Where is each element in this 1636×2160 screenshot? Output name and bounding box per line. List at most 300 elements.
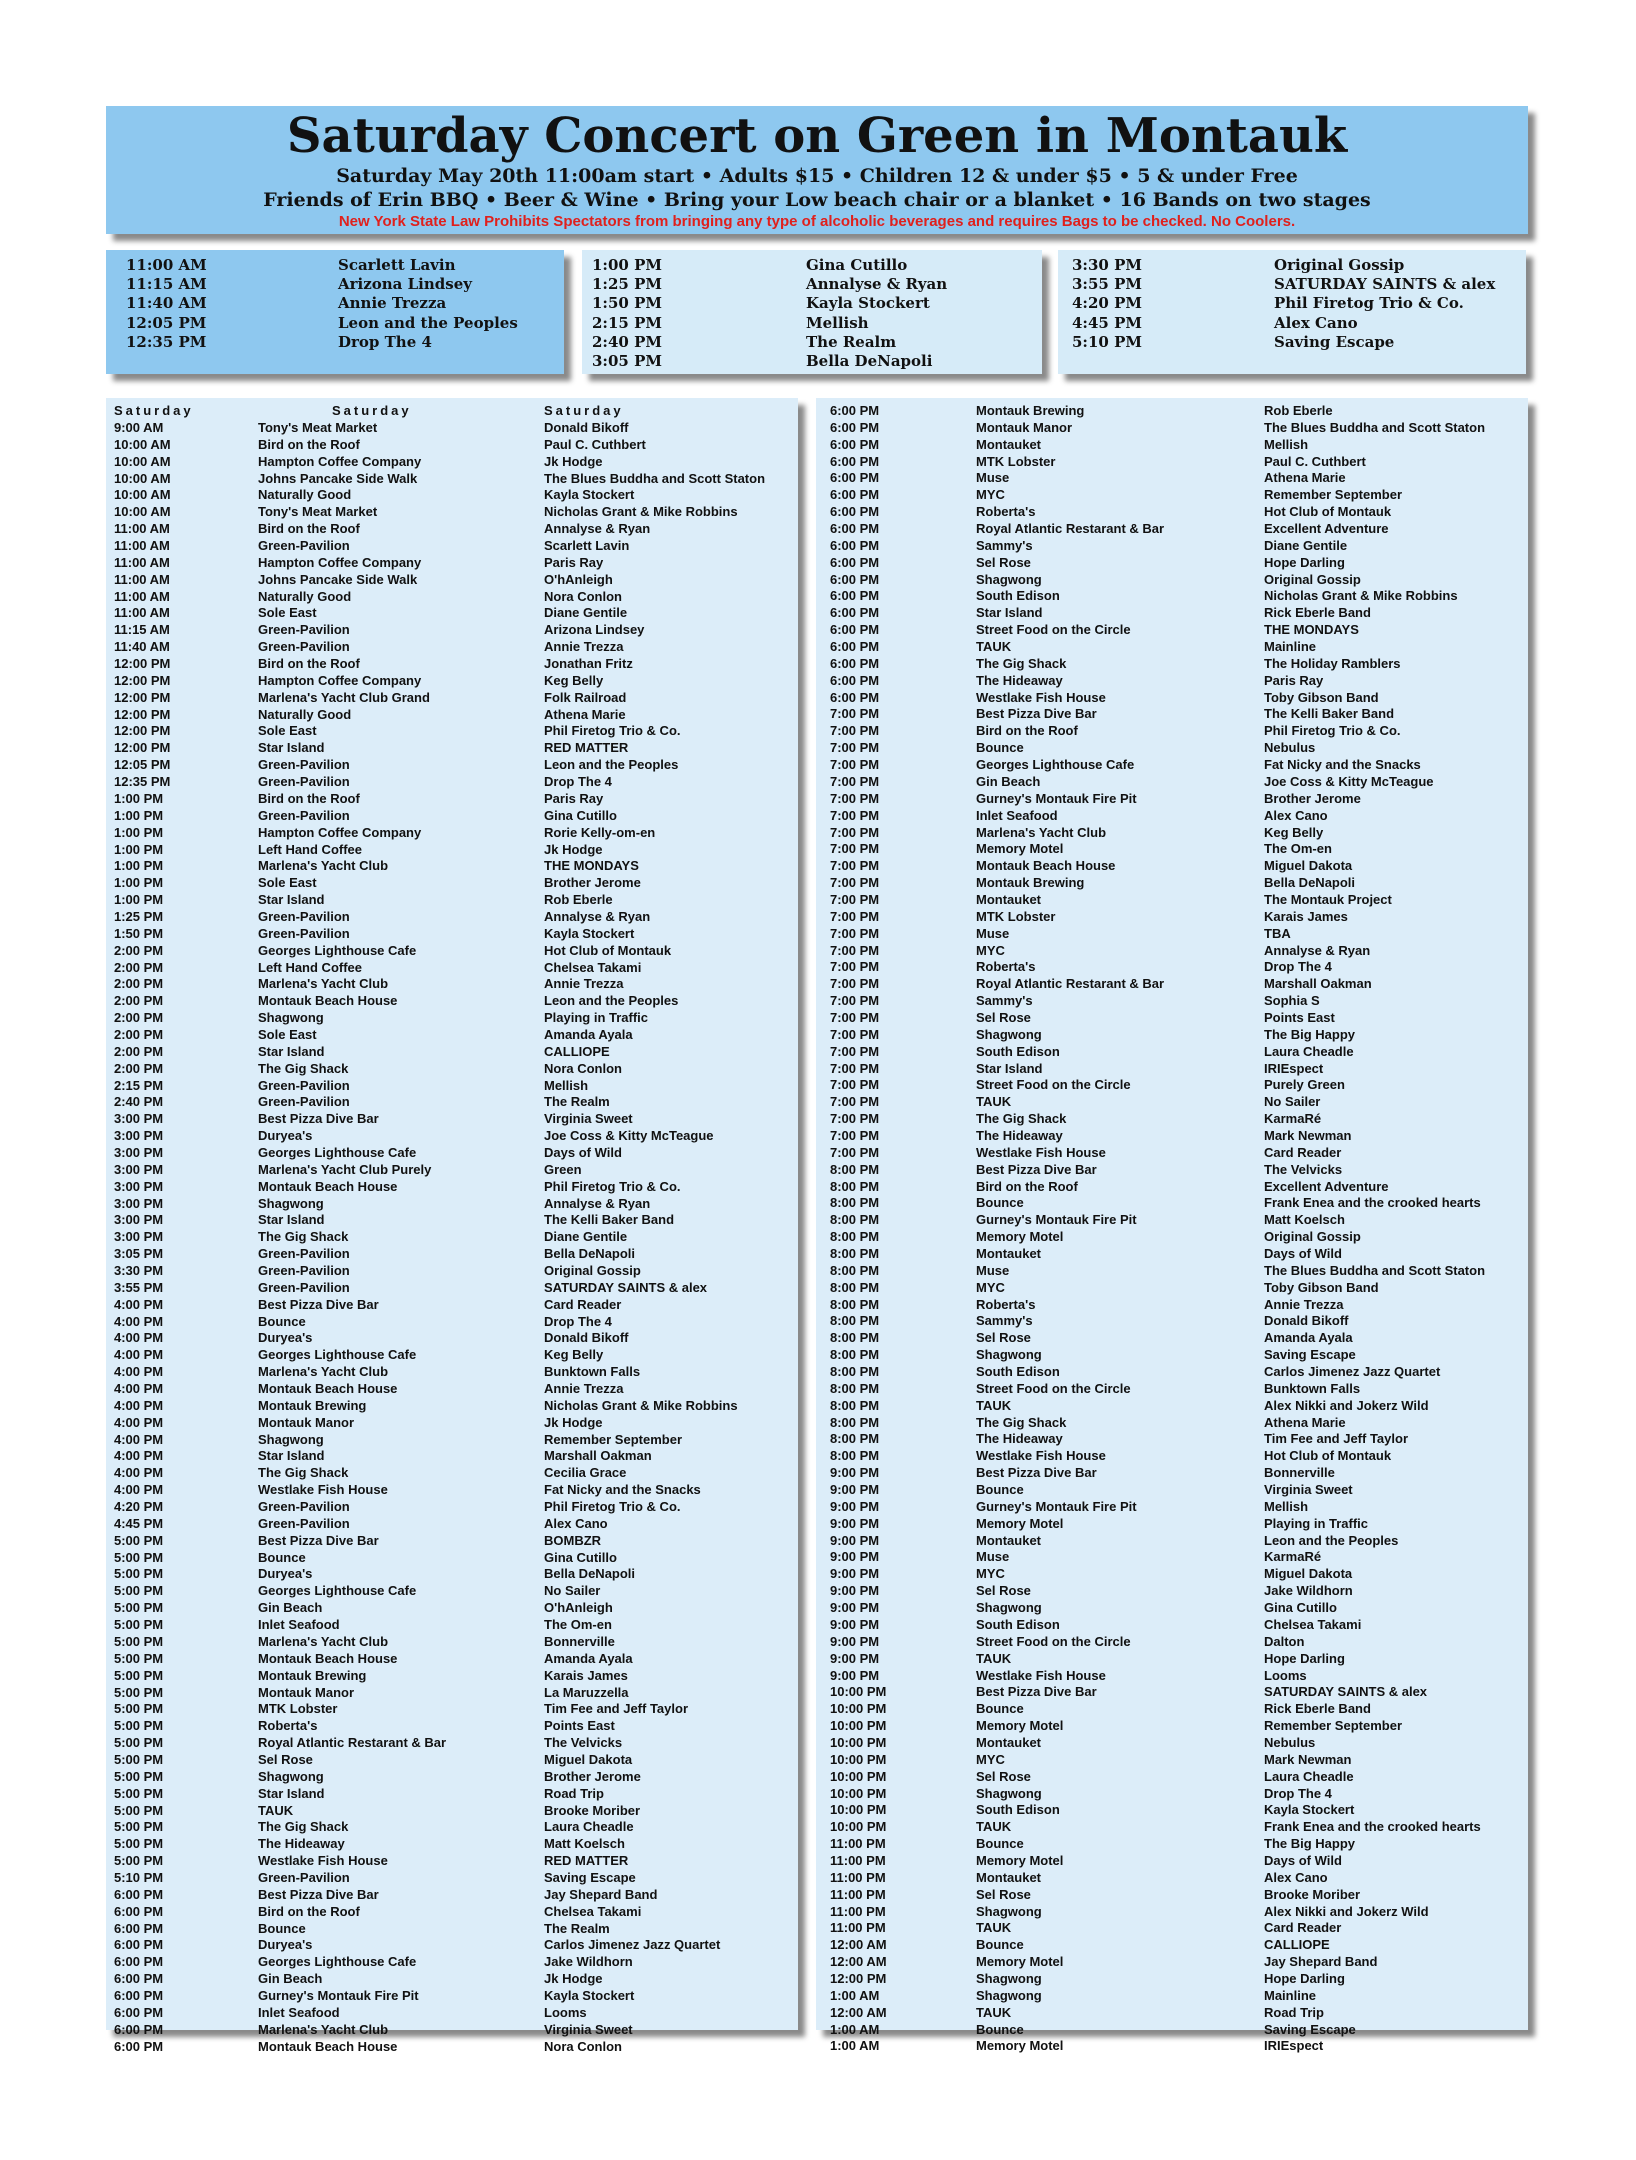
band-cell: The Velvicks — [544, 1735, 623, 1751]
venue-cell: The Gig Shack — [976, 1414, 1067, 1430]
time-cell: 5:00 PM — [114, 1735, 164, 1751]
time-cell: 6:00 PM — [830, 571, 880, 587]
table-row — [106, 1077, 798, 1094]
venue-cell: Sole East — [258, 605, 317, 621]
time-cell: 2:00 PM — [114, 1010, 164, 1026]
slot-time: 2:40 PM — [592, 332, 662, 351]
band-cell: Miguel Dakota — [1264, 1566, 1353, 1582]
band-cell: Leon and the Peoples — [544, 993, 679, 1009]
table-row — [106, 1515, 798, 1532]
band-cell: Bunktown Falls — [544, 1364, 641, 1380]
band-cell: Chelsea Takami — [544, 1903, 642, 1919]
time-cell: 7:00 PM — [830, 807, 880, 823]
time-cell: 11:00 AM — [114, 571, 170, 587]
time-cell: 5:00 PM — [114, 1617, 164, 1633]
band-cell: Toby Gibson Band — [1264, 689, 1379, 705]
venue-cell: Shagwong — [258, 1195, 324, 1211]
venue-cell: South Edison — [976, 1364, 1060, 1380]
band-cell: Card Reader — [544, 1296, 622, 1312]
venue-cell: Tony's Meat Market — [258, 504, 378, 520]
table-row — [816, 1599, 1528, 1616]
table-row — [106, 1144, 798, 1161]
table-row — [106, 1818, 798, 1835]
time-cell: 9:00 PM — [830, 1515, 880, 1531]
venue-cell: South Edison — [976, 588, 1060, 604]
time-cell: 6:00 PM — [830, 537, 880, 553]
slot-band: Mellish — [806, 313, 869, 332]
alcohol-warning: New York State Law Prohibits Spectators from bringing any type of alcoholic beverages and requires Bags to be checked. No Coolers. — [338, 213, 1296, 230]
band-cell: Arizona Lindsey — [544, 622, 645, 638]
time-cell: 7:00 PM — [830, 1009, 880, 1025]
table-row — [106, 470, 798, 487]
band-cell: Keg Belly — [1264, 824, 1324, 840]
time-cell: 1:00 PM — [114, 807, 164, 823]
table-row — [106, 1380, 798, 1397]
venue-cell: Montauket — [976, 1869, 1041, 1885]
table-row — [816, 1633, 1528, 1650]
venue-cell: Sole East — [258, 723, 317, 739]
time-cell: 11:15 AM — [114, 622, 170, 638]
band-cell: Donald Bikoff — [544, 420, 629, 435]
venue-cell: Royal Atlantic Restarant & Bar — [976, 521, 1165, 537]
time-cell: 3:30 PM — [114, 1263, 164, 1278]
venue-cell: Naturally Good — [258, 588, 352, 604]
band-cell: Athena Marie — [1264, 1414, 1346, 1430]
table-row — [106, 706, 798, 723]
venue-cell: Bounce — [976, 1836, 1024, 1852]
venue-cell: Naturally Good — [258, 706, 352, 722]
time-cell: 10:00 AM — [114, 453, 171, 469]
venue-cell: MYC — [976, 1751, 1005, 1767]
band-cell: Days of Wild — [1264, 1852, 1342, 1868]
band-cell: Paris Ray — [544, 554, 604, 570]
time-cell: 1:00 PM — [114, 858, 164, 874]
band-cell: Alex Cano — [1264, 1869, 1328, 1885]
time-cell: 3:55 PM — [114, 1279, 164, 1295]
table-row — [106, 959, 798, 976]
time-cell: 7:00 PM — [830, 790, 880, 806]
table-row — [106, 537, 798, 554]
band-cell: Joe Coss & Kitty McTeague — [1264, 773, 1434, 789]
table-row — [106, 1549, 798, 1566]
time-cell: 7:00 PM — [830, 824, 880, 840]
table-row — [816, 756, 1528, 773]
time-cell: 4:00 PM — [114, 1347, 164, 1363]
venue-cell: Montauket — [976, 1734, 1041, 1750]
table-row — [106, 1211, 798, 1228]
venue-cell: Montauk Beach House — [258, 1650, 398, 1666]
table-row — [816, 958, 1528, 975]
table-row — [816, 1532, 1528, 1549]
schedule-panel-left — [106, 398, 798, 2054]
table-row — [106, 1616, 798, 1633]
time-cell: 7:00 PM — [830, 942, 880, 958]
band-cell: Karais James — [544, 1667, 628, 1683]
table-row — [816, 1515, 1528, 1532]
band-cell: Card Reader — [1264, 1144, 1342, 1160]
column-header: Saturday — [332, 403, 412, 418]
table-row — [106, 824, 798, 841]
table-row — [816, 1093, 1528, 1110]
band-cell: Annie Trezza — [544, 1381, 624, 1397]
venue-cell: Bird on the Roof — [258, 521, 360, 537]
table-row — [816, 1228, 1528, 1245]
band-cell: Virginia Sweet — [544, 2021, 633, 2037]
stage-slot — [582, 275, 1042, 294]
time-cell: 4:00 PM — [114, 1296, 164, 1312]
time-cell: 6:00 PM — [830, 672, 880, 688]
time-cell: 8:00 PM — [830, 1313, 880, 1329]
table-row — [106, 436, 798, 453]
band-cell: Paris Ray — [1264, 672, 1324, 688]
table-row — [816, 773, 1528, 790]
band-cell: The Big Happy — [1264, 1836, 1356, 1852]
slot-time: 4:20 PM — [1072, 294, 1142, 313]
time-cell: 10:00 PM — [830, 1718, 887, 1734]
band-cell: Bunktown Falls — [1264, 1380, 1361, 1396]
table-row — [816, 874, 1528, 891]
time-cell: 5:00 PM — [114, 1633, 164, 1649]
stage-slot — [1058, 333, 1526, 352]
venue-cell: Marlena's Yacht Club — [258, 1364, 389, 1380]
table-row — [816, 1548, 1528, 1565]
slot-time: 3:30 PM — [1072, 256, 1142, 274]
venue-cell: Georges Lighthouse Cafe — [258, 1144, 417, 1160]
venue-cell: Georges Lighthouse Cafe — [258, 942, 417, 958]
band-cell: Purely Green — [1264, 1077, 1345, 1093]
band-cell: Annie Trezza — [1264, 1296, 1344, 1312]
time-cell: 4:00 PM — [114, 1431, 164, 1447]
time-cell: 6:00 PM — [114, 1903, 164, 1919]
venue-cell: Montauk Beach House — [976, 858, 1116, 874]
band-cell: Annalyse & Ryan — [544, 1195, 651, 1211]
venue-cell: Georges Lighthouse Cafe — [258, 1583, 417, 1599]
time-cell: 6:00 PM — [830, 504, 880, 520]
time-cell: 4:00 PM — [114, 1364, 164, 1380]
slot-band: Bella DeNapoli — [806, 352, 933, 370]
band-cell: Nebulus — [1264, 1734, 1316, 1750]
venue-cell: Marlena's Yacht Club — [258, 2021, 389, 2037]
band-cell: Jk Hodge — [544, 453, 603, 469]
time-cell: 9:00 PM — [830, 1465, 880, 1481]
time-cell: 3:05 PM — [114, 1246, 164, 1262]
table-row — [816, 1076, 1528, 1093]
venue-cell: Bounce — [976, 740, 1024, 756]
band-cell: Remember September — [1264, 487, 1402, 503]
slot-time: 1:25 PM — [592, 275, 662, 294]
time-cell: 4:20 PM — [114, 1499, 164, 1515]
time-cell: 12:00 PM — [830, 1970, 887, 1986]
venue-cell: Green-Pavilion — [258, 774, 350, 790]
time-cell: 7:00 PM — [830, 908, 880, 924]
time-cell: 1:50 PM — [114, 925, 164, 941]
table-row — [106, 486, 798, 503]
band-cell: Alex Nikki and Jokerz Wild — [1264, 1397, 1429, 1413]
venue-cell: Marlena's Yacht Club — [258, 1633, 389, 1649]
band-cell: Hot Club of Montauk — [544, 942, 672, 958]
table-row — [106, 1313, 798, 1330]
venue-cell: Green-Pavilion — [258, 1869, 350, 1885]
time-cell: 11:00 PM — [830, 1869, 886, 1885]
venue-cell: Shagwong — [258, 1768, 324, 1784]
band-cell: Athena Marie — [544, 706, 626, 722]
band-cell: Alex Cano — [1264, 807, 1328, 823]
table-row — [816, 621, 1528, 638]
venue-cell: Georges Lighthouse Cafe — [976, 757, 1135, 773]
venue-cell: Montauket — [976, 1532, 1041, 1548]
slot-band: Leon and the Peoples — [338, 313, 518, 332]
venue-cell: TAUK — [258, 1802, 294, 1818]
time-cell: 5:00 PM — [114, 1802, 164, 1818]
band-cell: Matt Koelsch — [544, 1836, 625, 1852]
table-row — [816, 1565, 1528, 1582]
venue-cell: Roberta's — [976, 504, 1036, 520]
band-cell: IRIEspect — [1264, 1060, 1324, 1076]
time-cell: 4:00 PM — [114, 1482, 164, 1498]
table-row — [106, 1195, 798, 1212]
band-cell: Points East — [544, 1718, 615, 1734]
venue-cell: The Gig Shack — [258, 1819, 349, 1835]
band-cell: Marshall Oakman — [544, 1448, 652, 1464]
venue-cell: Bird on the Roof — [976, 1178, 1078, 1194]
table-row — [816, 655, 1528, 672]
time-cell: 7:00 PM — [830, 841, 880, 857]
time-cell: 4:00 PM — [114, 1313, 164, 1329]
table-row — [816, 402, 1528, 419]
table-row — [106, 975, 798, 992]
table-row — [816, 571, 1528, 588]
time-cell: 12:00 AM — [830, 2004, 887, 2020]
venue-cell: MTK Lobster — [258, 1701, 338, 1717]
time-cell: 3:00 PM — [114, 1128, 164, 1144]
band-cell: Nicholas Grant & Mike Robbins — [1264, 588, 1458, 604]
band-cell: Looms — [544, 2004, 587, 2020]
slot-band: Annie Trezza — [338, 294, 447, 313]
time-cell: 5:00 PM — [114, 1819, 164, 1835]
stage-schedule-2 — [582, 250, 1042, 374]
table-row — [106, 756, 798, 773]
band-cell: Kayla Stockert — [544, 487, 635, 503]
table-row — [816, 925, 1528, 942]
band-cell: The Kelli Baker Band — [544, 1212, 675, 1228]
table-row — [816, 1835, 1528, 1852]
venue-cell: MYC — [976, 1566, 1005, 1582]
band-cell: Looms — [1264, 1667, 1307, 1683]
table-row — [816, 908, 1528, 925]
venue-cell: Hampton Coffee Company — [258, 453, 422, 469]
venue-cell: Roberta's — [976, 1296, 1036, 1312]
table-row — [816, 705, 1528, 722]
venue-cell: The Gig Shack — [976, 655, 1067, 671]
time-cell: 8:00 PM — [830, 1229, 880, 1245]
slot-time: 3:05 PM — [592, 352, 662, 370]
venue-cell: Best Pizza Dive Bar — [976, 1684, 1097, 1700]
band-cell: Jk Hodge — [544, 841, 603, 857]
time-cell: 6:00 PM — [114, 1954, 164, 1970]
band-cell: Original Gossip — [1264, 1229, 1361, 1245]
time-cell: 6:00 PM — [830, 605, 880, 621]
table-row — [816, 824, 1528, 841]
venue-cell: Star Island — [976, 1060, 1043, 1076]
stage-slot — [106, 256, 564, 275]
table-row — [816, 554, 1528, 571]
venue-cell: Hampton Coffee Company — [258, 824, 422, 840]
table-row — [816, 807, 1528, 824]
column-header: Saturday — [114, 403, 194, 418]
band-cell: Paris Ray — [544, 790, 604, 806]
table-row — [816, 857, 1528, 874]
time-cell: 6:00 PM — [830, 403, 880, 418]
stage-slot — [1058, 314, 1526, 333]
time-cell: 7:00 PM — [830, 773, 880, 789]
band-cell: Brother Jerome — [544, 1768, 641, 1784]
time-cell: 5:00 PM — [114, 1701, 164, 1717]
venue-cell: MYC — [976, 942, 1005, 958]
band-cell: Drop The 4 — [544, 1313, 612, 1329]
band-cell: IRIEspect — [1264, 2038, 1324, 2054]
time-cell: 3:00 PM — [114, 1178, 164, 1194]
band-cell: Amanda Ayala — [544, 1650, 633, 1666]
band-cell: Saving Escape — [1264, 2021, 1356, 2037]
band-cell: Drop The 4 — [1264, 959, 1332, 975]
venue-cell: Green-Pavilion — [258, 538, 350, 554]
event-details: Saturday May 20th 11:00am start • Adults $15 • Children 12 & under $5 • 5 & under Free — [336, 165, 1298, 187]
venue-cell: Montauk Manor — [258, 1414, 355, 1430]
table-row — [106, 1161, 798, 1178]
table-row — [106, 1346, 798, 1363]
time-cell: 8:00 PM — [830, 1448, 880, 1464]
band-cell: CALLIOPE — [544, 1043, 610, 1059]
time-cell: 3:00 PM — [114, 1229, 164, 1245]
time-cell: 7:00 PM — [830, 959, 880, 975]
venue-cell: South Edison — [976, 1616, 1060, 1632]
venue-cell: Bird on the Roof — [258, 436, 360, 452]
time-cell: 5:00 PM — [114, 1532, 164, 1548]
table-row — [816, 1616, 1528, 1633]
time-cell: 7:00 PM — [830, 1077, 880, 1093]
time-cell: 6:00 PM — [114, 2038, 164, 2054]
venue-cell: Marlena's Yacht Club Purely — [258, 1161, 432, 1177]
table-row — [106, 1582, 798, 1599]
venue-cell: Bounce — [976, 1195, 1024, 1211]
time-cell: 6:00 PM — [830, 436, 880, 452]
time-cell: 2:00 PM — [114, 1043, 164, 1059]
venue-cell: Shagwong — [976, 1970, 1042, 1986]
table-row — [106, 1684, 798, 1701]
table-row — [106, 1363, 798, 1380]
venue-cell: Memory Motel — [976, 1852, 1064, 1868]
band-cell: Jake Wildhorn — [1264, 1583, 1353, 1599]
venue-cell: Gurney's Montauk Fire Pit — [258, 1987, 419, 2003]
table-row — [106, 1498, 798, 1515]
venue-cell: Inlet Seafood — [258, 2004, 340, 2020]
venue-cell: Westlake Fish House — [976, 1144, 1106, 1160]
venue-cell: Sel Rose — [976, 1768, 1031, 1784]
time-cell: 11:00 AM — [114, 588, 170, 604]
venue-cell: Street Food on the Circle — [976, 1633, 1131, 1649]
venue-cell: Duryea's — [258, 1937, 313, 1953]
band-cell: The Realm — [544, 1920, 610, 1936]
venue-cell: Green-Pavilion — [258, 1094, 350, 1110]
table-row — [106, 1920, 798, 1937]
table-row — [106, 520, 798, 537]
time-cell: 9:00 PM — [830, 1532, 880, 1548]
table-row — [816, 1026, 1528, 1043]
band-cell: Bonnerville — [1264, 1465, 1335, 1481]
band-cell: Marshall Oakman — [1264, 976, 1372, 992]
venue-cell: The Gig Shack — [976, 1111, 1067, 1127]
table-row — [106, 807, 798, 824]
time-cell: 7:00 PM — [830, 740, 880, 756]
table-row — [816, 419, 1528, 436]
table-row — [816, 1717, 1528, 1734]
time-cell: 8:00 PM — [830, 1347, 880, 1363]
time-cell: 7:00 PM — [830, 1094, 880, 1110]
table-row — [816, 1194, 1528, 1211]
time-cell: 9:00 PM — [830, 1667, 880, 1683]
table-row — [816, 1953, 1528, 1970]
venue-cell: Montauk Brewing — [258, 1667, 367, 1683]
time-cell: 10:00 PM — [830, 1819, 887, 1835]
venue-cell: Sel Rose — [976, 1583, 1031, 1599]
venue-cell: Memory Motel — [976, 841, 1064, 857]
table-row — [106, 621, 798, 638]
band-cell: Jay Shepard Band — [1264, 1954, 1378, 1970]
venue-cell: Bounce — [258, 1920, 306, 1936]
band-cell: Donald Bikoff — [1264, 1313, 1349, 1329]
time-cell: 12:00 PM — [114, 740, 171, 756]
band-cell: Hot Club of Montauk — [1264, 1448, 1392, 1464]
band-cell: Matt Koelsch — [1264, 1212, 1345, 1228]
time-cell: 5:00 PM — [114, 1785, 164, 1801]
schedule-panel-right — [816, 398, 1528, 2054]
band-cell: Miguel Dakota — [544, 1751, 633, 1767]
table-row — [106, 2038, 798, 2055]
table-row — [816, 1498, 1528, 1515]
table-row — [106, 1228, 798, 1245]
venue-cell: Muse — [976, 470, 1010, 486]
venue-cell: Sel Rose — [976, 1009, 1031, 1025]
table-row — [816, 1903, 1528, 1920]
venue-cell: Gin Beach — [976, 773, 1041, 789]
slot-band: Kayla Stockert — [806, 294, 930, 313]
venue-cell: Sel Rose — [258, 1751, 313, 1767]
stage-slot — [106, 275, 564, 294]
venue-cell: Bird on the Roof — [258, 1903, 360, 1919]
time-cell: 7:00 PM — [830, 723, 880, 739]
table-row — [106, 874, 798, 891]
time-cell: 6:00 PM — [114, 1937, 164, 1953]
table-row — [106, 1262, 798, 1279]
band-cell: THE MONDAYS — [1264, 622, 1359, 638]
band-cell: RED MATTER — [544, 1853, 629, 1869]
band-cell: Chelsea Takami — [1264, 1616, 1362, 1632]
table-row — [106, 503, 798, 520]
slot-time: 4:45 PM — [1072, 313, 1142, 332]
venue-cell: Green-Pavilion — [258, 1077, 350, 1093]
time-cell: 8:00 PM — [830, 1195, 880, 1211]
venue-cell: Gin Beach — [258, 1971, 323, 1987]
venue-cell: Green-Pavilion — [258, 757, 350, 773]
band-cell: Gina Cutillo — [544, 807, 617, 823]
venue-cell: Bird on the Roof — [976, 723, 1078, 739]
band-cell: Mainline — [1264, 639, 1317, 655]
table-row — [106, 1279, 798, 1296]
time-cell: 9:00 PM — [830, 1583, 880, 1599]
time-cell: 7:00 PM — [830, 1026, 880, 1042]
table-row — [106, 1936, 798, 1953]
table-row — [106, 1397, 798, 1414]
